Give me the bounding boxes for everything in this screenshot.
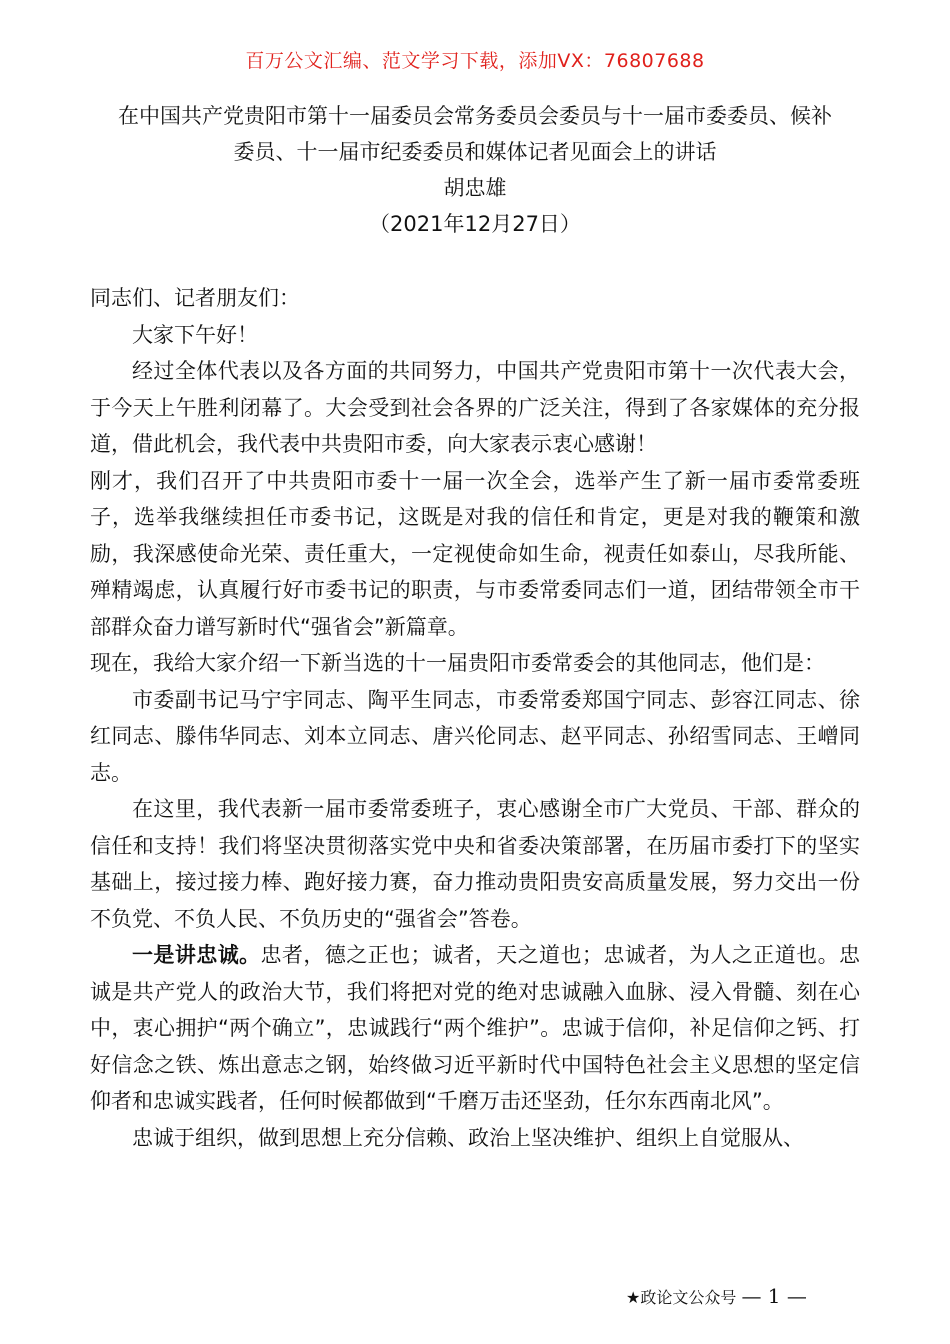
paragraph-3: 现在，我给大家介绍一下新当选的十一届贵阳市委常委会的其他同志，他们是： (90, 651, 825, 675)
title-line-2: 委员、十一届市纪委委员和媒体记者见面会上的讲话 (233, 140, 717, 164)
paragraph-2: 刚才，我们召开了中共贵阳市委十一届一次全会，选举产生了新一届市委常委班子，选举我继续担任市委书记，这既是对我的信任和肯定，更是对我的鞭策和激励，我深感使命光荣、责任重大，一定视使命如生命，视责任如泰山，尽我所能、殚精竭虑，认真履行好市委书记的职责，与市委常委同志们一道，团结带领全市干部群众奋力谱写新时代“强省会”新篇章。 (90, 468, 860, 639)
salutation: 同志们、记者朋友们： (90, 286, 300, 310)
speech-date: （2021年12月27日） (369, 212, 581, 236)
footer-label: ★政论文公众号 (626, 1288, 737, 1307)
section-heading-loyalty: 一是讲忠诚。 (132, 943, 261, 967)
title-line-1: 在中国共产党贵阳市第十一届委员会常务委员会委员与十一届市委委员、候补 (118, 104, 832, 128)
paragraph-6 (90, 937, 860, 1120)
paragraph-1: 经过全体代表以及各方面的共同努力，中国共产党贵阳市第十一次代表大会，于今天上午胜利闭幕了。大会受到社会各界的广泛关注，得到了各家媒体的充分报道，借此机会，我代表中共贵阳市委，向大家表示衷心感谢！ (90, 359, 860, 456)
greeting: 大家下午好！ (132, 322, 258, 347)
speech-title-block (60, 98, 890, 242)
page-footer (626, 1284, 807, 1308)
download-banner: 百万公文汇编、范文学习下载，添加VX：76807688 (245, 50, 705, 72)
paragraph-7: 忠诚于组织，做到思想上充分信赖、政治上坚决维护、组织上自觉服从、 (132, 1125, 804, 1150)
speech-body (90, 280, 860, 1156)
paragraph-6-text: 忠者，德之正也；诚者，天之道也；忠诚者，为人之正道也。忠诚是共产党人的政治大节，我们将把对党的绝对忠诚融入血脉、浸入骨髓、刻在心中，衷心拥护“两个确立”，忠诚践行“两个维护”。忠诚于信仰，补足信仰之钙、打好信念之铁、炼出意志之钢，始终做习近平新时代中国特色社会主义思想的坚定信仰者和忠诚实践者，任何时候都做到“千磨万击还坚劲，任尔东西南北风”。 (90, 943, 860, 1113)
paragraph-5: 在这里，我代表新一届市委常委班子，衷心感谢全市广大党员、干部、群众的信任和支持！我们将坚决贯彻落实党中央和省委决策部署，在历届市委打下的坚实基础上，接过接力棒、跑好接力赛，奋力推动贵阳贵安高质量发展，努力交出一份不负党、不负人民、不负历史的“强省会”答卷。 (90, 797, 860, 931)
paragraph-4: 市委副书记马宁宇同志、陶平生同志，市委常委郑国宁同志、彭容江同志、徐红同志、滕伟华同志、刘本立同志、唐兴伦同志、赵平同志、孙绍雪同志、王嶒同志。 (90, 687, 860, 785)
page-number: — 1 — (741, 1284, 807, 1308)
author-name: 胡忠雄 (443, 176, 507, 200)
